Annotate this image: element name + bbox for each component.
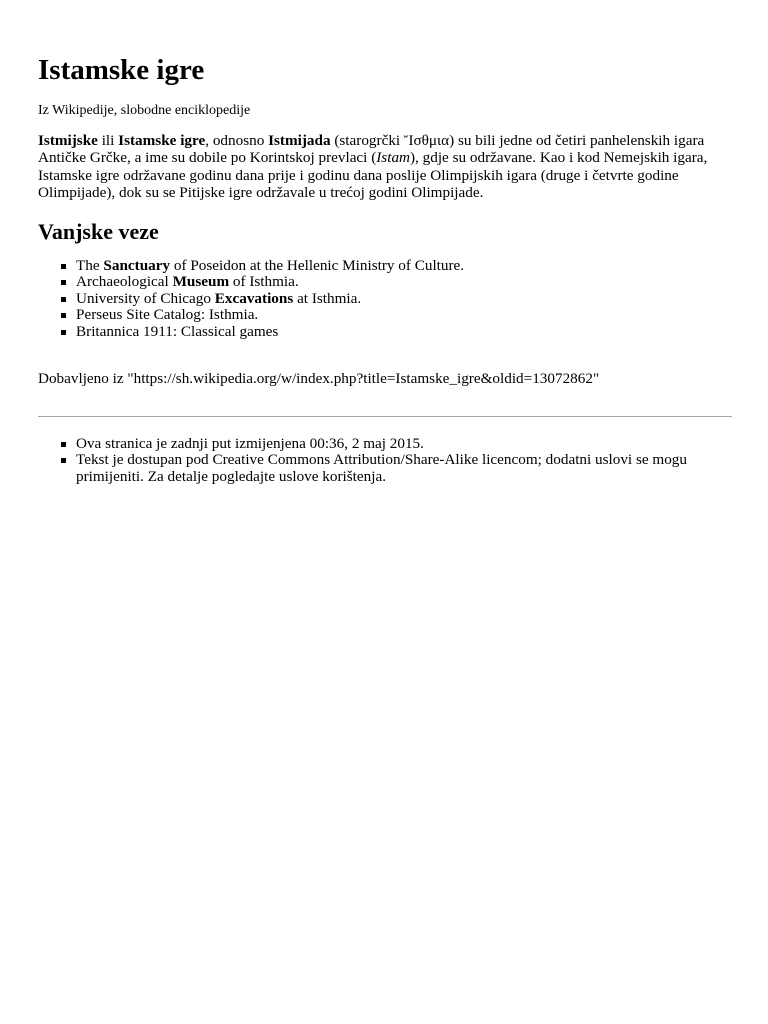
footer-last-modified: Ova stranica je zadnji put izmijenjena 00:36, 2 maj 2015. (38, 436, 732, 453)
term-istam: Istam (376, 149, 410, 167)
external-link-item[interactable] (38, 274, 732, 291)
site-tagline: Iz Wikipedije, slobodne enciklopedije (38, 103, 251, 118)
term-istmijada: Istmijada (268, 132, 331, 149)
intro-text-4: ) su bili jedne od četiri panhelenskih igara Antičke Grčke, a ime su dobile po Korintskoj prevlaci ( (38, 132, 705, 167)
link-text-bold: Museum (172, 273, 230, 291)
retrieved-from-notice: Dobavljeno iz "https://sh.wikipedia.org/w/index.php?title=Istamske_igre&oldid=13072862" (38, 369, 600, 387)
external-link-item[interactable] (38, 307, 732, 324)
intro-text-1: ili (97, 132, 119, 149)
link-text-post: at Isthmia. (293, 289, 362, 307)
section-heading-external-links: Vanjske veze (38, 218, 159, 244)
external-link-item[interactable] (38, 258, 732, 275)
external-link-item[interactable] (38, 324, 732, 341)
external-links-list (38, 258, 732, 341)
greek-name: Ἴσθμια (403, 132, 450, 149)
page-title: Istamske igre (38, 54, 205, 86)
footer-info-list (38, 436, 732, 486)
link-text-pre: The (76, 256, 104, 274)
intro-text-5: ), gdje su održavane. Kao i kod Nemejskih igara, Istamske igre održavane godinu dana prije i godinu dana poslije Olimpijskih igara (druge i četvrte godine Olimpijade), dok su se Pitijske igre održavale u trećoj godini Olimpijade. (38, 149, 708, 202)
external-link-item[interactable] (38, 291, 732, 308)
footer-license: Tekst je dostupan pod Creative Commons Attribution/Share-Alike licencom; dodatni uslovi se mogu primijeniti. Za detalje pogledajte uslove korištenja. (38, 452, 732, 485)
link-text-post: of Isthmia. (229, 273, 299, 291)
link-text-bold: Excavations (214, 289, 294, 307)
link-text-pre: Archaeological (76, 273, 173, 291)
intro-text-2: , odnosno (205, 132, 269, 149)
link-text-pre: Perseus Site Catalog: Isthmia. (76, 306, 259, 324)
link-text-bold: Sanctuary (103, 256, 171, 274)
link-text-pre: Britannica 1911: Classical games (76, 323, 279, 340)
footer-divider (38, 416, 732, 417)
intro-text-3: (starogrčki (330, 132, 404, 149)
term-istmijske: Istmijske (38, 132, 98, 149)
link-text-pre: University of Chicago (76, 289, 215, 307)
link-text-post: of Poseidon at the Hellenic Ministry of Culture. (170, 256, 465, 274)
term-istamske-igre: Istamske igre (118, 132, 206, 149)
intro-paragraph (38, 132, 732, 202)
article (0, 0, 768, 485)
